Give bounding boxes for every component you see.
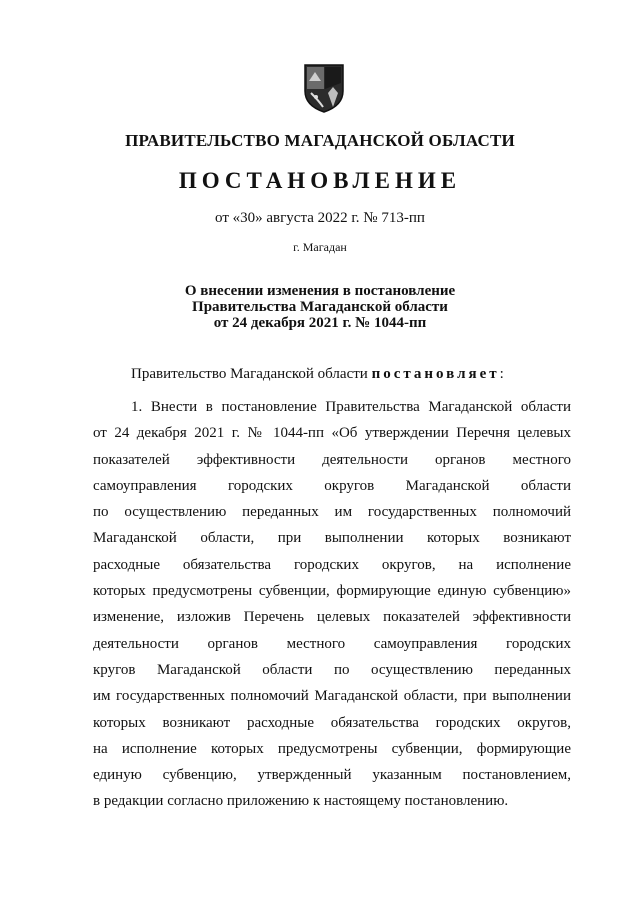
document-place: г. Магадан [293, 240, 347, 254]
subject-line: от 24 декабря 2021 г. № 1044-пп [213, 315, 427, 331]
paragraph-line: которых предусмотрены субвенции, формирующие единую субвенцию» [93, 583, 571, 600]
paragraph-line: Магаданской области, при выполнении которых возникают [93, 530, 571, 547]
paragraph-line: расходные обязательства городских округов, на исполнение [93, 556, 571, 573]
subject-line: Правительства Магаданской области [192, 299, 448, 315]
magadan-coat-of-arms-icon [303, 63, 345, 113]
resolution-intro [131, 366, 504, 383]
intro-prefix: Правительство Магаданской области [131, 366, 372, 382]
intro-resolves-word: постановляет [371, 366, 500, 382]
paragraph-line: самоуправления городских округов Магаданской области [93, 477, 571, 494]
document-subject [0, 283, 640, 331]
paragraph-line: кругов Магаданской области по осуществлению переданных [93, 661, 571, 678]
document-type-heading: ПОСТАНОВЛЕНИЕ [178, 168, 462, 193]
resolution-paragraph [93, 394, 571, 815]
paragraph-line: в редакции согласно приложению к настоящему постановлению. [93, 793, 509, 810]
paragraph-line: деятельности органов местного самоуправления городских [93, 635, 571, 652]
paragraph-line: которых возникают расходные обязательства городских округов, [93, 714, 571, 731]
paragraph-line: изменение, изложив Перечень целевых показателей эффективности [93, 609, 571, 626]
intro-suffix: : [499, 366, 504, 382]
paragraph-line: им государственных полномочий Магаданской области, при выполнении [93, 688, 571, 705]
paragraph-line: единую субвенцию, утвержденный указанным постановлением, [93, 767, 571, 784]
paragraph-line: по осуществлению переданных им государственных полномочий [93, 504, 571, 521]
government-title: ПРАВИТЕЛЬСТВО МАГАДАНСКОЙ ОБЛАСТИ [125, 131, 515, 150]
paragraph-line: от 24 декабря 2021 г. № 1044-пп «Об утверждении Перечня целевых [93, 425, 571, 442]
document-date-number: от «30» августа 2022 г. № 713-пп [215, 210, 425, 226]
paragraph-line: на исполнение которых предусмотрены субвенции, формирующие [93, 740, 571, 757]
paragraph-line: показателей эффективности деятельности органов местного [93, 451, 571, 468]
subject-line: О внесении изменения в постановление [184, 283, 456, 299]
paragraph-line: 1. Внести в постановление Правительства Магаданской области [131, 399, 571, 415]
